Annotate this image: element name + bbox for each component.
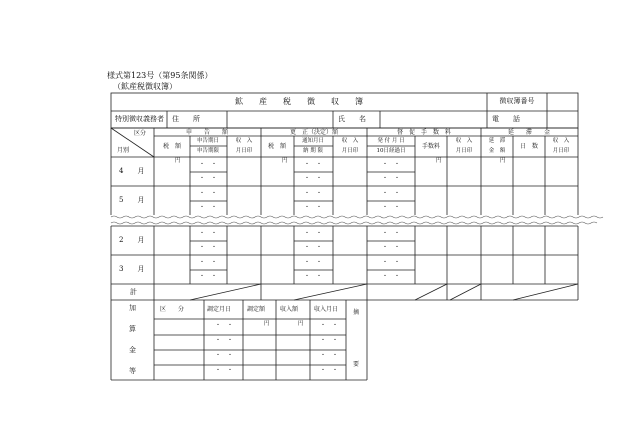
surcharge-category-header: 区 分 — [160, 306, 185, 313]
correction-header: 更 正（決定）額 — [289, 129, 339, 136]
date-placeholder: ・ ・ — [381, 244, 401, 251]
receipt-header-4: 収 入 — [552, 138, 570, 144]
date-placeholder: ・ ・ — [303, 230, 323, 237]
date-placeholder: ・ ・ — [303, 204, 323, 211]
declaration-header: 申 告 額 — [185, 129, 229, 136]
yen-mark: 円 — [264, 321, 270, 327]
date-placeholder: ・ ・ — [381, 190, 401, 197]
receipt-date-header-3: 月日印 — [455, 148, 473, 154]
date-placeholder: ・ ・ — [198, 175, 218, 182]
date-placeholder: ・ ・ — [381, 175, 401, 182]
name-label: 氏 名 — [338, 115, 366, 123]
receipt-header-2: 収 入 — [341, 138, 359, 144]
month-label: 5 月 — [119, 196, 145, 204]
receipt-header-1: 収 入 — [235, 138, 253, 144]
form-subtitle: （鉱産税徴収簿） — [113, 82, 177, 91]
date-placeholder: ・ ・ — [381, 161, 401, 168]
date-placeholder: ・ ・ — [303, 244, 323, 251]
surcharge-char: 金 — [129, 346, 136, 354]
date-placeholder: ・ ・ — [303, 190, 323, 197]
receipt-date-header-1: 月日印 — [235, 148, 253, 154]
date-placeholder: ・ ・ — [381, 204, 401, 211]
adjust-amount-header: 調定額 — [247, 306, 266, 313]
form-number: 様式第123号（第95条関係） — [107, 71, 213, 80]
amount-label: 金 額 — [488, 148, 506, 154]
date-placeholder: ・ ・ — [303, 259, 323, 266]
date-placeholder: ・ ・ — [319, 367, 339, 374]
month-label: 4 月 — [119, 167, 145, 175]
yen-mark: 円 — [500, 158, 506, 164]
surcharge-char: 等 — [129, 367, 136, 375]
fee-header: 手数料 — [421, 143, 441, 150]
yen-mark: 円 — [298, 321, 304, 327]
declaration-deadline-header: 申告期日 — [196, 138, 220, 144]
receipt-date-header-4: 月日印 — [552, 148, 570, 154]
date-placeholder: ・ ・ — [214, 337, 234, 344]
date-placeholder: ・ ・ — [319, 322, 339, 329]
phone-label: 電 話 — [492, 115, 520, 123]
collection-number-label: 徴収簿番号 — [499, 97, 535, 105]
address-label: 住 所 — [172, 115, 200, 123]
date-placeholder: ・ ・ — [303, 161, 323, 168]
date-placeholder: ・ ・ — [198, 259, 218, 266]
adjust-date-header: 調定月日 — [207, 306, 232, 313]
date-placeholder: ・ ・ — [214, 367, 234, 374]
date-placeholder: ・ ・ — [303, 175, 323, 182]
delinquency-header: 延 滞 金 — [507, 129, 551, 136]
surcharge-char: 算 — [129, 325, 136, 333]
date-placeholder: ・ ・ — [214, 352, 234, 359]
days-header: 日 数 — [519, 143, 539, 150]
receipt-header-3: 収 入 — [455, 138, 473, 144]
month-header: 月別 — [117, 147, 130, 154]
date-placeholder: ・ ・ — [319, 337, 339, 344]
date-placeholder: ・ ・ — [198, 230, 218, 237]
date-placeholder: ・ ・ — [381, 273, 401, 280]
category-header: 区分 — [134, 130, 147, 137]
surcharge-char: 加 — [129, 304, 136, 312]
tax-amount-header: 税 額 — [162, 143, 182, 150]
month-label: 2 月 — [119, 236, 145, 244]
date-placeholder: ・ ・ — [198, 161, 218, 168]
date-placeholder: ・ ・ — [198, 190, 218, 197]
month-label: 3 月 — [119, 265, 145, 273]
date-placeholder: ・ ・ — [198, 204, 218, 211]
date-placeholder: ・ ・ — [381, 230, 401, 237]
date-placeholder: ・ ・ — [214, 322, 234, 329]
declaration-due-header: 申告期限 — [196, 148, 220, 154]
yen-mark: 円 — [282, 158, 288, 164]
date-placeholder: ・ ・ — [198, 273, 218, 280]
date-placeholder: ・ ・ — [303, 273, 323, 280]
payment-deadline-header: 納 期 限 — [303, 148, 323, 154]
receipt-amount-header: 収入額 — [280, 306, 299, 313]
yen-mark: 円 — [436, 158, 442, 164]
date-placeholder: ・ ・ — [319, 352, 339, 359]
tax-amount-header-2: 税 額 — [267, 143, 287, 150]
total-label: 計 — [130, 288, 137, 296]
issue-date-header: 発 付 月 日 — [377, 138, 405, 144]
receipt-date-header-2: 月日印 — [341, 148, 359, 154]
date-placeholder: ・ ・ — [198, 244, 218, 251]
receipt-date-header: 収入月日 — [314, 306, 339, 313]
remarks-top: 摘 — [353, 309, 360, 316]
taxpayer-label: 特別徴収義務者 — [115, 115, 164, 123]
form-title: 鉱 産 税 徴 収 簿 — [235, 97, 363, 106]
notice-date-header: 通知月日 — [301, 138, 325, 144]
delinquency-label: 延 滞 — [488, 138, 506, 144]
remarks-bottom: 要 — [353, 361, 360, 368]
date-placeholder: ・ ・ — [381, 259, 401, 266]
yen-mark: 円 — [175, 158, 181, 164]
demand-fee-header: 督 促 手 数 料 — [396, 129, 452, 136]
ten-days-header: 10日経過日 — [376, 148, 406, 154]
